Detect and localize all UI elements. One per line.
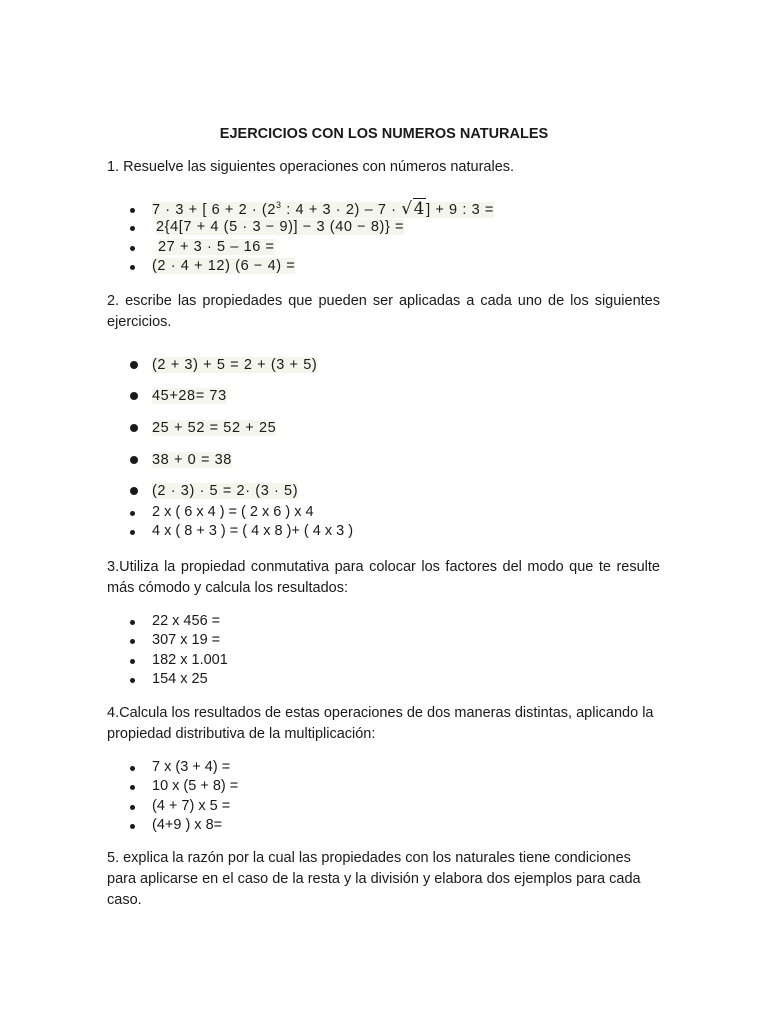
bullet-icon [130,785,135,790]
bullet-icon [130,361,138,369]
bullet-icon [130,766,135,771]
bullet-icon [130,392,138,400]
bullet-icon [130,620,135,625]
bullet-icon [130,530,135,535]
bullet-icon [130,487,138,495]
list-item: 27 + 3 · 5 – 16 = [158,239,275,255]
list-item: (2 · 4 + 12) (6 − 4) = [152,258,296,274]
list-item: 7 · 3 + [ $6 + 2 \cdot (2^3$ : 4 + 3 · 2) – 7 · √4] + 9 : 3 = [152,199,494,219]
bullet-icon [130,678,135,683]
list-item: 22 x 456 = [152,613,221,629]
bullet-icon [130,511,135,516]
list-item: (2 + 3) + 5 = 2 + (3 + 5) [152,357,318,373]
page-title: EJERCICIOS CON LOS NUMEROS NATURALES [219,126,549,142]
list-item: 307 x 19 = [152,632,221,648]
list-item: 7 x (3 + 4) = [152,759,231,775]
bullet-icon [130,456,138,464]
list-item: 45+28= 73 [152,388,227,404]
bullet-icon [130,226,135,231]
list-item: 154 x 25 [152,671,208,687]
bullet-icon [130,265,135,270]
list-item: (4 + 7) x 5 = [152,798,231,814]
bullet-icon [130,824,135,829]
bullet-icon [130,659,135,664]
list-item: 2 x ( 6 x 4 ) = ( 2 x 6 ) x 4 [152,504,314,520]
section-2-heading: 2. escribe las propiedades que pueden ser aplicadas a cada uno de los siguientes ejercicios. [107,293,660,330]
section-5-heading: 5. explica la razón por la cual las propiedades con los naturales tiene condiciones para aplicarse en el caso de la resta y la división y elabora dos ejemplos para cada caso. [107,850,641,908]
bullet-icon [130,246,135,251]
bullet-icon [130,208,135,213]
square-root-icon: √4 [401,199,426,219]
list-item: 10 x (5 + 8) = [152,778,239,794]
bullet-icon [130,639,135,644]
bullet-icon [130,805,135,810]
section-3-heading: 3.Utiliza la propiedad conmutativa para colocar los factores del modo que te resulte más cómodo y calcula los resultados: [107,559,660,596]
list-item: (4+9 ) x 8= [152,817,223,833]
list-item: 4 x ( 8 + 3 ) = ( 4 x 8 )+ ( 4 x 3 ) [152,523,354,539]
section-1-heading: 1. Resuelve las siguientes operaciones con números naturales. [107,159,515,175]
list-item: 182 x 1.001 [152,652,228,668]
list-item: (2 · 3) · 5 = 2· (3 · 5) [152,483,299,499]
bullet-icon [130,424,138,432]
section-4-heading: 4.Calcula los resultados de estas operaciones de dos maneras distintas, aplicando la propiedad distributiva de la multiplicación: [107,705,654,742]
list-item: 38 + 0 = 38 [152,452,232,468]
list-item: 2{4[7 + 4 (5 · 3 − 9)] − 3 (40 − 8)} = [156,219,405,235]
list-item: 25 + 52 = 52 + 25 [152,420,277,436]
